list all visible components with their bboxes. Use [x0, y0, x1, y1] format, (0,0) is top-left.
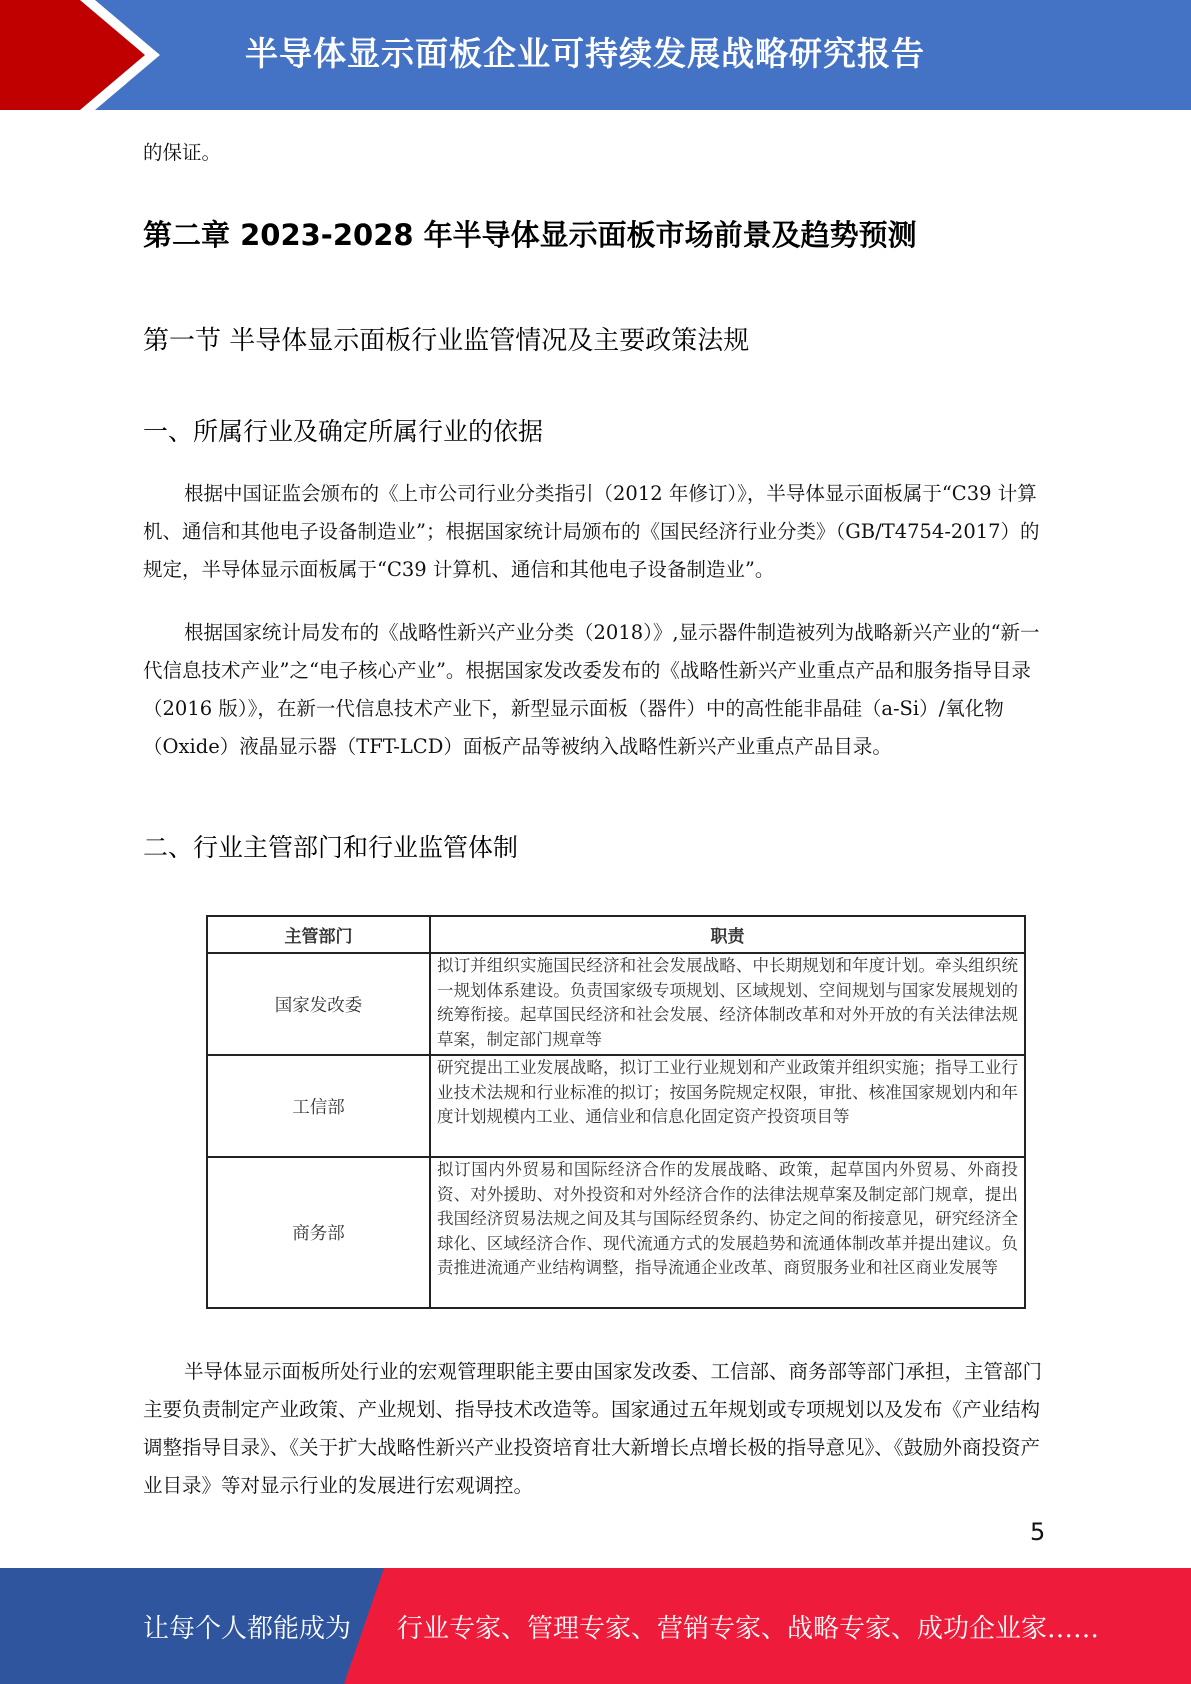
- page-number: 5: [1030, 1518, 1046, 1546]
- paragraph-1: 根据中国证监会颁布的《上市公司行业分类指引（2012 年修订）》，半导体显示面板属于“C39 计算机、通信和其他电子设备制造业”；根据国家统计局颁布的《国民经济行业分类》（GB/T4754-2017）的规定，半导体显示面板属于“C39 计算机、通信和其他电子设备制造业”。: [143, 482, 1040, 581]
- table-cell-duty: 拟订国内外贸易和国际经济合作的发展战略、政策，起草国内外贸易、外商投资、对外援助、对外投资和对外经济合作的法律法规草案及制定部门规章，提出我国经济贸易法规之间及其与国际经贸条约、协定之间的衔接意见，研究经济全球化、区域经济合作、现代流通方式的发展趋势和流通体制改革并提出建议。负责推进流通产业结构调整，指导流通企业改革、商贸服务业和社区商业发展等: [430, 1157, 1025, 1308]
- chapter-title: 第二章 2023-2028 年半导体显示面板市场前景及趋势预测: [143, 218, 917, 252]
- page-footer: [0, 1568, 1191, 1684]
- table-row: [207, 1157, 1025, 1308]
- table-cell-dept: 工信部: [207, 1055, 430, 1157]
- table-cell-duty: 拟订并组织实施国民经济和社会发展战略、中长期规划和年度计划。牵头组织统一规划体系建设。负责国家级专项规划、区域规划、空间规划与国家发展规划的统筹衔接。起草国民经济和社会发展、经济体制改革和对外开放的有关法律法规草案，制定部门规章等: [430, 953, 1025, 1055]
- lead-text: 的保证。: [143, 141, 222, 164]
- header-title: 半导体显示面板企业可持续发展战略研究报告: [245, 34, 925, 73]
- department-duty-table: [206, 915, 1026, 1309]
- table-cell-duty: 研究提出工业发展战略，拟订工业行业规划和产业政策并组织实施；指导工业行业技术法规和行业标准的拟订；按国务院规定权限，审批、核准国家规划内和年度计划规模内工业、通信业和信息化固定资产投资项目等: [430, 1055, 1025, 1157]
- section-title: 第一节 半导体显示面板行业监管情况及主要政策法规: [143, 326, 750, 356]
- paragraph-2: 根据国家统计局发布的《战略性新兴产业分类（2018）》,显示器件制造被列为战略新兴产业的“新一代信息技术产业”之“电子核心产业”。根据国家发改委发布的《战略性新兴产业重点产品和服务指导目录（2016 版）》，在新一代信息技术产业下，新型显示面板（器件）中的高性能非晶硅（a-Si）/氧化物（Oxide）液晶显示器（TFT-LCD）面板产品等被纳入战略性新兴产业重点产品目录。: [143, 621, 1040, 758]
- table-header-duty: 职责: [430, 916, 1025, 953]
- footer-slogan-right: 行业专家、管理专家、营销专家、战略专家、成功企业家……: [397, 1614, 1100, 1644]
- table-row: [207, 1055, 1025, 1157]
- table-cell-dept: 商务部: [207, 1157, 430, 1308]
- subsection-title-1: 一、所属行业及确定所属行业的依据: [143, 417, 544, 446]
- page-header: [0, 0, 1191, 110]
- table-header-row: [207, 916, 1025, 953]
- subsection-title-2: 二、行业主管部门和行业监管体制: [143, 833, 519, 862]
- paragraph-3: 半导体显示面板所处行业的宏观管理职能主要由国家发改委、工信部、商务部等部门承担，主管部门主要负责制定产业政策、产业规划、指导技术改造等。国家通过五年规划或专项规划以及发布《产业结构调整指导目录》、《关于扩大战略性新兴产业投资培育壮大新增长点增长极的指导意见》、《鼓励外商投资产业目录》等对显示行业的发展进行宏观调控。: [143, 1360, 1043, 1497]
- footer-slogan-left: 让每个人都能成为: [143, 1614, 352, 1644]
- table-cell-dept: 国家发改委: [207, 953, 430, 1055]
- table-row: [207, 953, 1025, 1055]
- table-header-dept: 主管部门: [207, 916, 430, 953]
